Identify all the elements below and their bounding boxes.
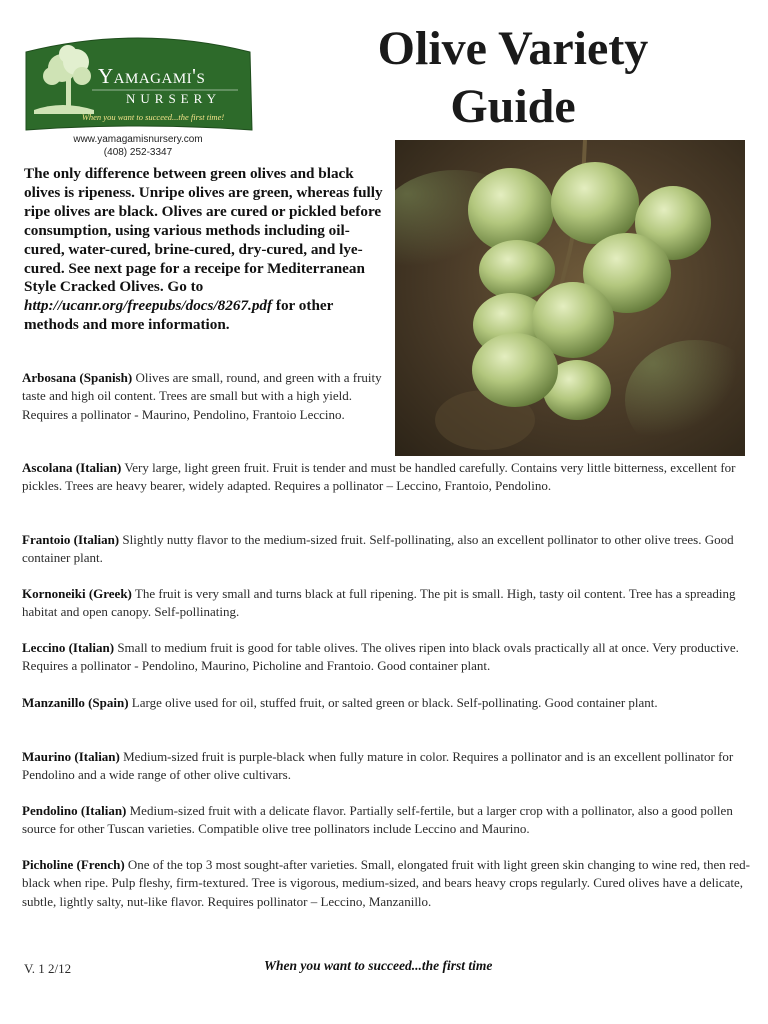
variety-frantoio: [22, 531, 752, 568]
variety-name: Ascolana (Italian): [22, 460, 122, 475]
variety-description: The fruit is very small and turns black at full ripening. The pit is small. High, tasty oil content. Tree has a spreading habitat and open canopy. Self-pollinating.: [22, 586, 736, 620]
variety-name: Arbosana (Spanish): [22, 370, 133, 385]
variety-leccino: [22, 639, 752, 676]
variety-name: Picholine (French): [22, 857, 125, 872]
olive-photo: [395, 140, 745, 456]
variety-name: Kornoneiki (Greek): [22, 586, 132, 601]
version-label: V. 1 2/12: [24, 961, 72, 976]
intro-text-after: for other methods and more information.: [24, 297, 334, 334]
variety-description: One of the top 3 most sought-after varieties. Small, elongated fruit with light green skin changing to wine red, then red-black when ripe. Pulp fleshy, firm-textured. Tree is vigorous, medium-sized, and bears heavy crops regularly. Cured olives have a delicate, subtle, lightly salty, nut-like flavor. Requires pollinator – Leccino, Manzanillo.: [22, 857, 750, 909]
nursery-logo: [22, 30, 258, 162]
variety-pendolino: [22, 802, 752, 839]
variety-arbosana: [22, 369, 384, 424]
variety-description: Medium-sized fruit with a delicate flavor. Partially self-fertile, but a larger crop with a pollinator, also a good pollen source for other Tuscan varieties. Compatible olive tree pollinators include Leccino and Maurino.: [22, 803, 733, 837]
variety-name: Manzanillo (Spain): [22, 695, 129, 710]
logo-tagline: When you want to succeed...the first time!: [81, 112, 225, 122]
page-title: [320, 20, 706, 136]
variety-picholine: [22, 856, 752, 911]
intro-paragraph: [24, 165, 390, 335]
logo-subtitle: NURSERY: [126, 91, 221, 106]
variety-name: Pendolino (Italian): [22, 803, 127, 818]
variety-maurino: [22, 748, 752, 785]
variety-manzanillo: [22, 694, 752, 712]
page-title-line1: Olive Variety: [377, 22, 649, 75]
variety-kornoneiki: [22, 585, 752, 622]
variety-name: Maurino (Italian): [22, 749, 120, 764]
variety-description: Large olive used for oil, stuffed fruit, or salted green or black. Self-pollinating. Good container plant.: [131, 695, 658, 710]
variety-name: Leccino (Italian): [22, 640, 115, 655]
variety-description: Slightly nutty flavor to the medium-sized fruit. Self-pollinating, also an excellent pollinator to other olive trees. Good container plant.: [22, 532, 734, 566]
intro-link[interactable]: http://ucanr.org/freepubs/docs/8267.pdf: [24, 297, 273, 315]
variety-description: Olives are small, round, and green with a fruity taste and high oil content. Trees are small but with a high yield. Requires a pollinator - Maurino, Pendolino, Frantoio Leccino.: [22, 370, 382, 422]
variety-ascolana: [22, 459, 752, 496]
footer-tagline: When you want to succeed...the first time: [264, 958, 493, 973]
variety-name: Frantoio (Italian): [22, 532, 120, 547]
intro-text: The only difference between green olives and black olives is ripeness. Unripe olives are green, whereas fully ripe olives are black. Olives are cured or pickled before consumption, using various methods including oil-cured, water-cured, brine-cured, dry-cured, and lye-cured. See next page for a receipe for Mediterranean Style Cracked Olives. Go to: [24, 165, 383, 296]
variety-description: Small to medium fruit is good for table olives. The olives ripen into black ovals practically all at once. Very productive. Requires a pollinator - Pendolino, Maurino, Picholine and Frantoio. Good container plant.: [22, 640, 739, 674]
logo-phone: (408) 252-3347: [103, 147, 173, 158]
variety-description: Very large, light green fruit. Fruit is tender and must be handled carefully. Contains very little bitterness, excellent for pickles. Trees are heavy bearer, widely adapted. Requires a pollinator – Leccino, Frantoio, Pendolino.: [22, 460, 736, 494]
variety-description: Medium-sized fruit is purple-black when fully mature in color. Requires a pollinator and is an excellent pollinator for Pendolino and a wide range of other olive cultivars.: [22, 749, 734, 783]
logo-url[interactable]: www.yamagamisnursery.com: [73, 134, 203, 145]
page-title-line2: Guide: [450, 80, 576, 133]
logo-title: Yamagami's: [98, 64, 206, 88]
